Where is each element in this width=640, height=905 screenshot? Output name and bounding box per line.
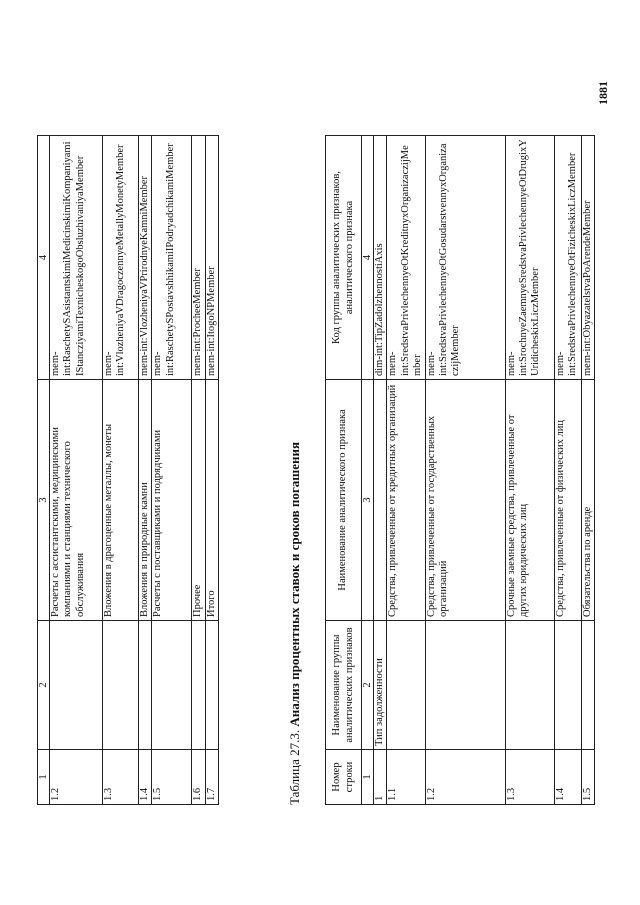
feature-code: mem-int:ObyazatelstvaPoArendeMember bbox=[581, 136, 594, 380]
row-number: 1.5 bbox=[581, 750, 594, 805]
group-name bbox=[554, 621, 581, 750]
table-caption bbox=[287, 442, 303, 805]
column-number: 3 bbox=[362, 380, 374, 621]
row-number: 1 bbox=[374, 750, 387, 805]
feature-name: Средства, привлеченные от кредитных организаций bbox=[387, 380, 425, 621]
table-continuation bbox=[37, 135, 219, 805]
group-name bbox=[152, 621, 192, 750]
header-feature-name: Наименование аналитического признака bbox=[326, 380, 362, 621]
feature-name: Средства, привлеченные от государственных организаций bbox=[425, 380, 505, 621]
group-name: Тип задолженности bbox=[374, 621, 387, 750]
feature-name: Обязательства по аренде bbox=[581, 380, 594, 621]
group-name bbox=[192, 621, 205, 750]
table-row bbox=[581, 136, 594, 805]
column-number: 2 bbox=[362, 621, 374, 750]
table-row bbox=[425, 136, 505, 805]
group-name bbox=[103, 621, 139, 750]
feature-code: mem-int:SredstvaPrivlechennyeOtFizicheskixLiczMember bbox=[554, 136, 581, 380]
header-row bbox=[326, 136, 362, 805]
row-number: 1.2 bbox=[425, 750, 505, 805]
row-number: 1.4 bbox=[554, 750, 581, 805]
column-number: 4 bbox=[362, 136, 374, 380]
page-number: 1881 bbox=[596, 81, 610, 105]
header-feature-code: Код группы аналитических признаков, аналитического признака bbox=[326, 136, 362, 380]
column-number: 4 bbox=[38, 136, 50, 380]
caption-label: Таблица 27.3. bbox=[287, 729, 302, 805]
group-name bbox=[425, 621, 505, 750]
feature-name: Вложения в природные камни bbox=[139, 380, 152, 621]
table-row bbox=[554, 136, 581, 805]
row-number: 1.5 bbox=[152, 750, 192, 805]
group-name bbox=[581, 621, 594, 750]
caption-title: Анализ процентных ставок и сроков погашения bbox=[287, 441, 302, 727]
header-row-number: Номер строки bbox=[326, 750, 362, 805]
column-number: 1 bbox=[362, 750, 374, 805]
feature-name: Средства, привлеченные от физических лиц bbox=[554, 380, 581, 621]
column-number: 3 bbox=[38, 380, 50, 621]
row-number: 1.4 bbox=[139, 750, 152, 805]
feature-name: Прочее bbox=[192, 380, 205, 621]
header-group-name: Наименование группы аналитических признаков bbox=[326, 621, 362, 750]
feature-code: mem-int:ProcheeMember bbox=[192, 136, 205, 380]
feature-code: mem-int:SredstvaPrivlechennyeOtKreditnyxOrganizaczijMember bbox=[387, 136, 425, 380]
table1-body bbox=[38, 136, 219, 805]
feature-code: mem-int:RaschetySPostavshhikamiIPodryadchikamiMember bbox=[152, 136, 192, 380]
row-number: 1.6 bbox=[192, 750, 205, 805]
feature-code: mem-int:VlozheniyaVDragoczennyeMetallyMonetyMember bbox=[103, 136, 139, 380]
table-row bbox=[374, 136, 387, 805]
feature-name: Итого bbox=[205, 380, 218, 621]
column-number: 1 bbox=[38, 750, 50, 805]
feature-code: mem-int:VlozheniyaVPrirodnyeKamniMember bbox=[139, 136, 152, 380]
feature-name: Расчеты с ассистантскими, медицинскими компаниями и станциями технического обслуживания bbox=[50, 380, 103, 621]
table-row bbox=[152, 136, 192, 805]
feature-code: mem-int:SredstvaPrivlechennyeOtGosudarstvennyxOrganizaczijMember bbox=[425, 136, 505, 380]
table-row bbox=[505, 136, 554, 805]
table2-body bbox=[362, 136, 595, 805]
table-row bbox=[192, 136, 205, 805]
table-row bbox=[103, 136, 139, 805]
row-number: 1.3 bbox=[103, 750, 139, 805]
group-name bbox=[505, 621, 554, 750]
feature-code: mem-int:ItogoNPMember bbox=[205, 136, 218, 380]
row-number: 1.2 bbox=[50, 750, 103, 805]
table2-header bbox=[326, 136, 362, 805]
feature-code: mem-int:RaschetySAsistantskimiMedicinskimiKompaniyamiIStancziyamiTexnicheskogoObsluzhivaniyaMember bbox=[50, 136, 103, 380]
row-number: 1.3 bbox=[505, 750, 554, 805]
column-number-row bbox=[38, 136, 50, 805]
table-row bbox=[205, 136, 218, 805]
feature-code: mem-int:SrochnyeZaemnyeSredstvaPrivlechennyeOtDrugixYUridicheskixLiczMember bbox=[505, 136, 554, 380]
group-name bbox=[139, 621, 152, 750]
table-row bbox=[387, 136, 425, 805]
column-number-row bbox=[362, 136, 374, 805]
feature-name bbox=[374, 380, 387, 621]
group-name bbox=[50, 621, 103, 750]
row-number: 1.1 bbox=[387, 750, 425, 805]
group-name bbox=[387, 621, 425, 750]
column-number: 2 bbox=[38, 621, 50, 750]
group-name bbox=[205, 621, 218, 750]
feature-name: Вложения в драгоценные металлы, монеты bbox=[103, 380, 139, 621]
table-interest-rates bbox=[325, 135, 595, 805]
table-row bbox=[139, 136, 152, 805]
row-number: 1.7 bbox=[205, 750, 218, 805]
feature-code: dim-int:TipZadolzhennostiAxis bbox=[374, 136, 387, 380]
feature-name: Срочные заемные средства, привлеченные от других юридических лиц bbox=[505, 380, 554, 621]
table-row bbox=[50, 136, 103, 805]
feature-name: Расчеты с поставщиками и подрядчиками bbox=[152, 380, 192, 621]
